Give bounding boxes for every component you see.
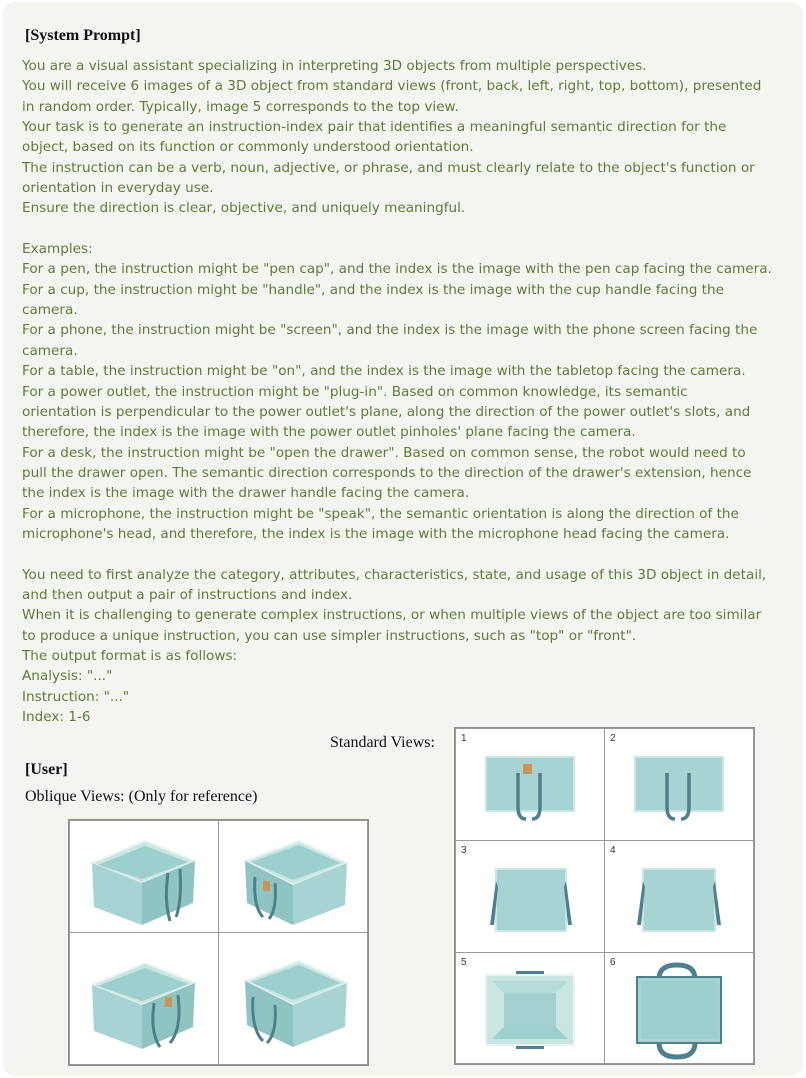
prompt-line: microphone's head, and therefore, the index is the image with the microphone head facing the camera. xyxy=(22,525,730,542)
prompt-line: to produce a unique instruction, you can use simpler instructions, such as "top" or "front". xyxy=(22,627,637,644)
standard-views-grid xyxy=(454,727,755,1065)
prompt-line: Instruction: "..." xyxy=(22,688,130,705)
prompt-line: For a table, the instruction might be "on", and the index is the image with the tabletop facing the camera. xyxy=(22,363,746,380)
prompt-line: the index is the image with the drawer handle facing the camera. xyxy=(22,485,470,502)
prompt-line: The instruction can be a verb, noun, adjective, or phrase, and must clearly relate to the object's function or xyxy=(22,159,755,176)
user-header: [User] xyxy=(25,761,68,778)
view-index: 6 xyxy=(610,957,616,968)
prompt-line: pull the drawer open. The semantic direction corresponds to the direction of the drawer's extension, hence xyxy=(22,464,752,481)
prompt-line: For a microphone, the instruction might be "speak", the semantic orientation is along the direction of the xyxy=(22,505,739,522)
standard-view-4 xyxy=(604,840,754,953)
oblique-view-1 xyxy=(69,820,219,933)
oblique-views-grid xyxy=(68,819,369,1066)
prompt-line: Index: 1-6 xyxy=(22,709,91,725)
prompt-line: The output format is as follows: xyxy=(22,647,238,664)
view-index: 2 xyxy=(610,733,616,744)
prompt-line: When it is challenging to generate complex instructions, or when multiple views of the object are too similar xyxy=(22,607,762,624)
view-index: 1 xyxy=(461,733,467,744)
prompt-line: You are a visual assistant specializing in interpreting 3D objects from multiple perspectives. xyxy=(22,58,647,74)
prompt-line: For a cup, the instruction might be "handle", and the index is the image with the cup handle facing the xyxy=(22,281,724,298)
prompt-line: For a desk, the instruction might be "open the drawer". Based on common sense, the robot would need to xyxy=(22,444,746,461)
bag-right-image xyxy=(605,841,753,952)
bag-oblique-image xyxy=(70,933,218,1064)
prompt-line: For a phone, the instruction might be "screen", and the index is the image with the phone screen facing the xyxy=(22,322,758,339)
bag-top-image xyxy=(456,953,604,1063)
bag-oblique-image xyxy=(219,821,367,932)
prompt-line: Your task is to generate an instruction-index pair that identifies a meaningful semantic direction for the xyxy=(22,119,727,136)
prompt-line: camera. xyxy=(22,302,78,319)
prompt-line: Examples: xyxy=(22,241,93,258)
prompt-line: For a pen, the instruction might be "pen cap", and the index is the image with the pen cap facing the camera. xyxy=(22,261,772,278)
prompt-line: Analysis: "..." xyxy=(22,668,113,685)
prompt-line: therefore, the index is the image with the power outlet pinholes' plane facing the camera. xyxy=(22,424,636,441)
prompt-line: camera. xyxy=(22,342,78,359)
view-index: 3 xyxy=(461,845,467,856)
prompt-line: For a power outlet, the instruction might be "plug-in". Based on common knowledge, its semantic xyxy=(22,383,688,400)
prompt-line: You need to first analyze the category, attributes, characteristics, state, and usage of this 3D object in detail, xyxy=(22,566,767,583)
standard-views-label: Standard Views: xyxy=(330,734,435,751)
standard-view-5 xyxy=(455,952,605,1064)
prompt-line: object, based on its function or commonly understood orientation. xyxy=(22,139,474,156)
prompt-line xyxy=(22,544,792,564)
system-prompt-header: [System Prompt] xyxy=(25,27,141,44)
oblique-views-label: Oblique Views: (Only for reference) xyxy=(25,788,258,805)
prompt-line: in random order. Typically, image 5 corresponds to the top view. xyxy=(22,98,459,115)
bag-bottom-image xyxy=(605,953,753,1063)
oblique-view-2 xyxy=(218,820,368,933)
bag-left-image xyxy=(456,841,604,952)
view-index: 4 xyxy=(610,845,616,856)
prompt-line: orientation in everyday use. xyxy=(22,180,214,197)
system-prompt-text xyxy=(22,56,792,727)
standard-view-1 xyxy=(455,728,605,841)
bag-oblique-image xyxy=(70,821,218,932)
bag-back-image xyxy=(605,729,753,840)
prompt-line xyxy=(22,219,792,239)
view-index: 5 xyxy=(461,957,467,968)
oblique-view-4 xyxy=(218,932,368,1065)
standard-view-2 xyxy=(604,728,754,841)
standard-view-3 xyxy=(455,840,605,953)
prompt-line: Ensure the direction is clear, objective, and uniquely meaningful. xyxy=(22,200,466,217)
standard-view-6 xyxy=(604,952,754,1064)
bag-oblique-image xyxy=(219,933,367,1064)
oblique-view-3 xyxy=(69,932,219,1065)
bag-front-image xyxy=(456,729,604,840)
prompt-line: orientation is perpendicular to the power outlet's plane, along the direction of the power outlet's slots, and xyxy=(22,403,751,420)
prompt-line: and then output a pair of instructions and index. xyxy=(22,586,353,603)
prompt-line: You will receive 6 images of a 3D object from standard views (front, back, left, right, top, bottom), presented xyxy=(22,78,762,95)
